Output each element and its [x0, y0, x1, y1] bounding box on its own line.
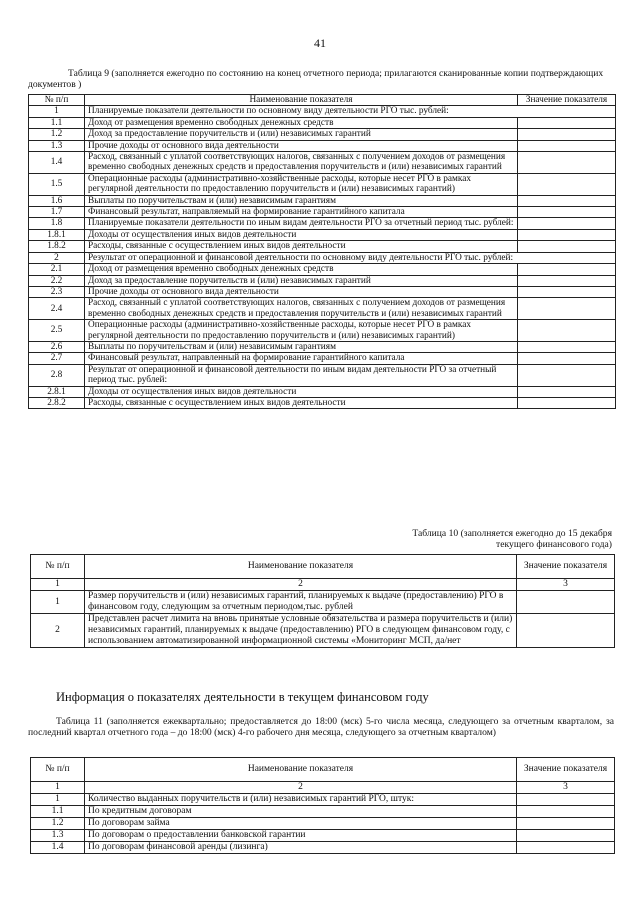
table-row: [29, 129, 616, 140]
table-row: [29, 386, 616, 397]
value-cell[interactable]: [518, 218, 616, 229]
value-cell[interactable]: [517, 794, 615, 806]
value-cell[interactable]: [518, 341, 616, 352]
row-number: 1.4: [29, 152, 85, 174]
table-row: [29, 397, 616, 408]
indicator-name: Прочие доходы от основного вида деятельности: [85, 286, 518, 297]
table-row: [29, 152, 616, 174]
header-value: Значение показателя: [517, 555, 615, 579]
table-row: [29, 117, 616, 128]
indicator-name: Выплаты по поручительствам и (или) независимым гарантиям: [85, 195, 518, 206]
row-number: 2.7: [29, 353, 85, 364]
row-number: 2.6: [29, 341, 85, 352]
table-row: [31, 591, 615, 614]
row-number: 1.6: [29, 195, 85, 206]
header-number: № п/п: [31, 758, 85, 782]
table10-caption: [28, 528, 612, 550]
col-number: 1: [31, 782, 85, 794]
value-cell[interactable]: [518, 286, 616, 297]
table-row: [29, 241, 616, 252]
table-row: [29, 106, 616, 117]
table-row: [31, 614, 615, 648]
indicator-name: Доходы от осуществления иных видов деятельности: [85, 229, 518, 240]
table-row: [31, 794, 615, 806]
indicator-name: Финансовый результат, направленный на формирование гарантийного капитала: [85, 353, 518, 364]
value-cell[interactable]: [518, 152, 616, 174]
header-name: Наименование показателя: [85, 758, 517, 782]
section-title: Информация о показателях деятельности в текущем финансовом году: [56, 690, 429, 704]
header-number: № п/п: [29, 95, 85, 106]
table-row: [29, 252, 616, 263]
row-number: 1.3: [29, 140, 85, 151]
value-cell[interactable]: [518, 173, 616, 195]
indicator-name: Расход, связанный с уплатой соответствующих налогов, связанных с получением доходов от размещения временно свободных денежных средств и предоставления поручительств и (или) независимых гарантий: [85, 152, 518, 174]
table11-caption: Таблица 11 (заполняется ежеквартально; предоставляется до 18:00 (мск) 5-го числа месяца, следующего за отчетным кварталом, за последний квартал отчетного года – до 18:00 (мск) 4-го рабочего дня месяца, следующего за отчетным кварталом): [28, 716, 614, 738]
value-cell[interactable]: [517, 591, 615, 614]
indicator-name: Расходы, связанные с осуществлением иных видов деятельности: [85, 397, 518, 408]
table-header-row: [29, 95, 616, 106]
indicator-name: Прочие доходы от основного вида деятельности: [85, 140, 518, 151]
row-number: 2.8.2: [29, 397, 85, 408]
value-cell[interactable]: [518, 353, 616, 364]
header-name: Наименование показателя: [85, 555, 517, 579]
table-row: [29, 353, 616, 364]
row-number: 2.8: [29, 364, 85, 386]
row-number: 1: [31, 591, 85, 614]
row-number: 2.3: [29, 286, 85, 297]
row-number: 2.4: [29, 298, 85, 320]
value-cell[interactable]: [518, 207, 616, 218]
header-name: Наименование показателя: [85, 95, 518, 106]
table-row: [29, 229, 616, 240]
indicator-name: Расход, связанный с уплатой соответствующих налогов, связанных с получением доходов от размещения временно свободных денежных средств и предоставления поручительств и (или) независимых гарантий: [85, 298, 518, 320]
row-number: 1.5: [29, 173, 85, 195]
indicator-name: Планируемые показатели деятельности по основному виду деятельности РГО тыс. рублей:: [85, 106, 616, 117]
table-row: [29, 195, 616, 206]
indicator-name: Расходы, связанные с осуществлением иных видов деятельности: [85, 241, 518, 252]
table-row: [29, 286, 616, 297]
indicator-name: Доход за предоставление поручительств и (или) независимых гарантий: [85, 275, 518, 286]
table10-caption-line1: Таблица 10 (заполняется ежегодно до 15 декабря: [412, 528, 612, 539]
column-numbers-row: [31, 579, 615, 591]
table-row: [29, 341, 616, 352]
indicator-name: Количество выданных поручительств и (или) независимых гарантий РГО, штук:: [85, 794, 517, 806]
table-row: [29, 173, 616, 195]
row-number: 1.8.1: [29, 229, 85, 240]
table-row: [29, 264, 616, 275]
row-number: 1.1: [29, 117, 85, 128]
table-row: [29, 298, 616, 320]
row-number: 1.7: [29, 207, 85, 218]
value-cell[interactable]: [518, 320, 616, 342]
table-row: [31, 842, 615, 854]
value-cell[interactable]: [518, 241, 616, 252]
value-cell[interactable]: [517, 614, 615, 648]
value-cell[interactable]: [517, 806, 615, 818]
row-number: 1: [31, 794, 85, 806]
row-number: 2.8.1: [29, 386, 85, 397]
indicator-name: По договорам займа: [85, 818, 517, 830]
row-number: 1.1: [31, 806, 85, 818]
header-value: Значение показателя: [517, 758, 615, 782]
table-row: [29, 207, 616, 218]
indicator-name: Доход от размещения временно свободных денежных средств: [85, 264, 518, 275]
col-number: 3: [517, 579, 615, 591]
indicator-name: Финансовый результат, направляемый на формирование гарантийного капитала: [85, 207, 518, 218]
table9: [28, 94, 616, 409]
indicator-name: Размер поручительств и (или) независимых гарантий, планируемых к выдаче (предоставлению) РГО в финансовом году, следующим за отчетным периодом,тыс. рублей: [85, 591, 517, 614]
table-row: [31, 818, 615, 830]
row-number: 2.1: [29, 264, 85, 275]
row-number: 1.8: [29, 218, 85, 229]
indicator-name: По договорам о предоставлении банковской гарантии: [85, 830, 517, 842]
value-cell[interactable]: [518, 264, 616, 275]
table10: [30, 554, 615, 648]
row-number: 1.2: [29, 129, 85, 140]
value-cell[interactable]: [518, 140, 616, 151]
page-number: 41: [314, 36, 326, 50]
col-number: 2: [85, 579, 517, 591]
value-cell[interactable]: [518, 229, 616, 240]
table11: [30, 757, 615, 854]
value-cell[interactable]: [517, 830, 615, 842]
table-row: [29, 320, 616, 342]
value-cell[interactable]: [518, 195, 616, 206]
indicator-name: Результат от операционной и финансовой деятельности по иным видам деятельности РГО за отчетный период тыс. рублей:: [85, 364, 518, 386]
table-row: [29, 364, 616, 386]
value-cell[interactable]: [518, 386, 616, 397]
col-number: 1: [31, 579, 85, 591]
value-cell[interactable]: [518, 397, 616, 408]
value-cell[interactable]: [517, 818, 615, 830]
table-header-row: [31, 758, 615, 782]
table10-caption-line2: текущего финансового года): [496, 539, 612, 550]
col-number: 2: [85, 782, 517, 794]
indicator-name: По договорам финансовой аренды (лизинга): [85, 842, 517, 854]
table-row: [31, 830, 615, 842]
indicator-name: Доход за предоставление поручительств и (или) независимых гарантий: [85, 129, 518, 140]
value-cell[interactable]: [518, 275, 616, 286]
table-header-row: [31, 555, 615, 579]
indicator-name: По кредитным договорам: [85, 806, 517, 818]
row-number: 2: [29, 252, 85, 263]
row-number: 1.8.2: [29, 241, 85, 252]
row-number: 1: [29, 106, 85, 117]
table-row: [29, 140, 616, 151]
indicator-name: Представлен расчет лимита на вновь принятые условные обязательства и размера поручительств и (или) независимых гарантий, планируемых к выдаче (предоставлению) РГО в следующем финансовом году, с использованием автоматизированной информационной системы «Мониторинг МСП, да/нет: [85, 614, 517, 648]
table-row: [29, 218, 616, 229]
value-cell[interactable]: [517, 842, 615, 854]
row-number: 1.2: [31, 818, 85, 830]
value-cell[interactable]: [518, 117, 616, 128]
value-cell[interactable]: [518, 364, 616, 386]
header-value: Значение показателя: [518, 95, 616, 106]
indicator-name: Планируемые показатели деятельности по иным видам деятельности РГО за отчетный период тыс. рублей:: [85, 218, 518, 229]
value-cell[interactable]: [518, 298, 616, 320]
row-number: 2: [31, 614, 85, 648]
indicator-name: Операционные расходы (административно-хозяйственные расходы, которые несет РГО в рамках регулярной деятельности по предоставлению поручительств и (или) независимых гарантий): [85, 173, 518, 195]
col-number: 3: [517, 782, 615, 794]
indicator-name: Доходы от осуществления иных видов деятельности: [85, 386, 518, 397]
table-row: [29, 275, 616, 286]
row-number: 1.4: [31, 842, 85, 854]
table-row: [31, 806, 615, 818]
header-number: № п/п: [31, 555, 85, 579]
indicator-name: Выплаты по поручительствам и (или) независимым гарантиям: [85, 341, 518, 352]
table9-caption: Таблица 9 (заполняется ежегодно по состоянию на конец отчетного периода; прилагаются сканированные копии подтверждающих документов ): [28, 68, 604, 90]
row-number: 2.2: [29, 275, 85, 286]
indicator-name: Доход от размещения временно свободных денежных средств: [85, 117, 518, 128]
row-number: 1.3: [31, 830, 85, 842]
indicator-name: Операционные расходы (административно-хозяйственные расходы, которые несет РГО в рамках регулярной деятельности по предоставлению поручительств и (или) независимых гарантий): [85, 320, 518, 342]
value-cell[interactable]: [518, 129, 616, 140]
column-numbers-row: [31, 782, 615, 794]
indicator-name: Результат от операционной и финансовой деятельности по основному виду деятельности РГО тыс. рублей:: [85, 252, 616, 263]
row-number: 2.5: [29, 320, 85, 342]
